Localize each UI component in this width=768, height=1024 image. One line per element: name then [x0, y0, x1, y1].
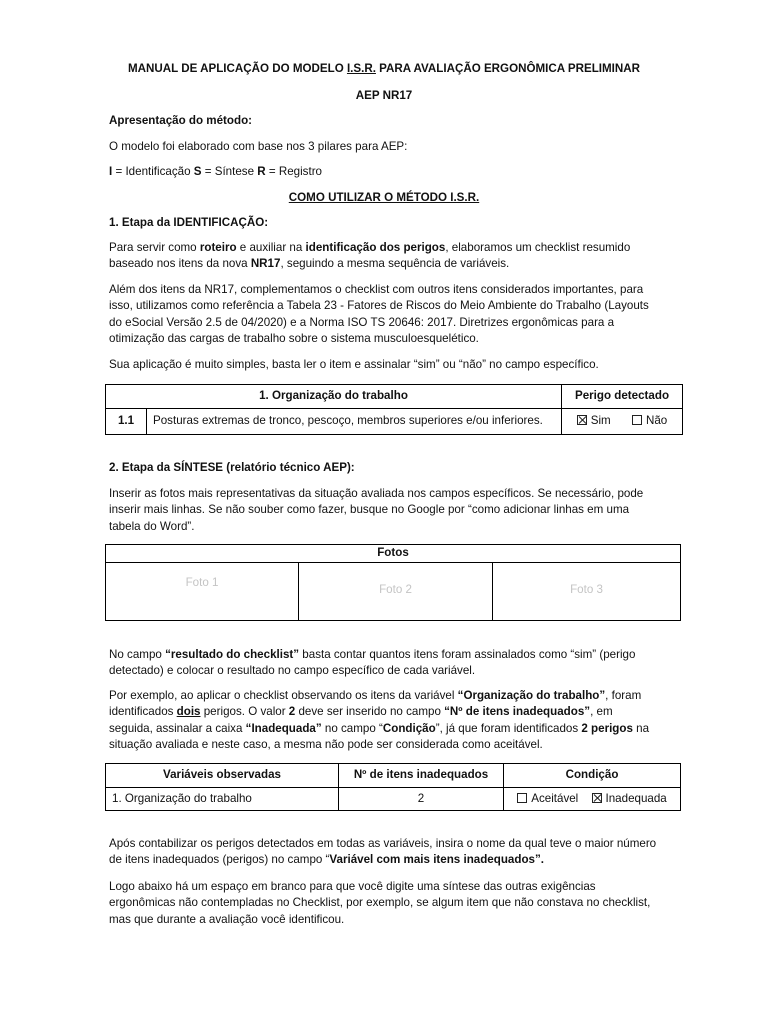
- presentation-heading: Apresentação do método:: [109, 114, 253, 127]
- photo-slot-2[interactable]: Foto 2: [299, 563, 493, 621]
- pillars-line: I = Identificação S = Síntese R = Registro: [109, 165, 323, 178]
- example-header-condition: Condição: [504, 764, 681, 788]
- checkbox-checked-icon[interactable]: [577, 415, 587, 425]
- example-variable: 1. Organização do trabalho: [106, 788, 339, 811]
- stage1-paragraph-3: Sua aplicação é muito simples, basta ler o item e assinalar “sim” ou “não” no campo específico.: [109, 358, 599, 371]
- stage2-heading: 2. Etapa da SÍNTESE (relatório técnico AEP):: [109, 461, 355, 474]
- checklist-table: [105, 384, 683, 435]
- checkbox-empty-icon[interactable]: [632, 415, 642, 425]
- stage1-paragraph-1: Para servir como roteiro e auxiliar na identificação dos perigos, elaboramos um checklist resumido baseado nos itens da nova NR17, seguindo a mesma sequência de variáveis.: [109, 241, 631, 271]
- stage2-paragraph-5: Logo abaixo há um espaço em branco para que você digite uma síntese das outras exigências ergonômicas não contempladas no Checklist, por exemplo, se algum item que não constava no checklist, mas que durante a avaliação você identificou.: [109, 880, 651, 926]
- stage2-paragraph-3: Por exemplo, ao aplicar o checklist observando os itens da variável “Organização do trabalho”, foram identificados dois perigos. O valor 2 deve ser inserido no campo “Nº de itens inadequados”, em seguida, assinalar a caixa “Inadequada” no campo “Condição”, já que foram identificados 2 perigos na situação avaliada e neste caso, a mesma não pode ser considerada como aceitável.: [109, 689, 650, 752]
- document-title: MANUAL DE APLICAÇÃO DO MODELO I.S.R. PARA AVALIAÇÃO ERGONÔMICA PRELIMINAR: [127, 62, 641, 75]
- photos-table: [105, 544, 681, 621]
- option-yes[interactable]: Sim: [577, 413, 611, 429]
- example-table: [105, 763, 681, 811]
- checklist-item-text: Posturas extremas de tronco, pescoço, membros superiores e/ou inferiores.: [147, 409, 562, 435]
- checklist-item-number: 1.1: [106, 409, 147, 435]
- photo-slot-3[interactable]: Foto 3: [493, 563, 681, 621]
- stage2-paragraph-2: No campo “resultado do checklist” basta contar quantos itens foram assinalados como “sim” (perigo detectado) e colocar o resultado no campo específico de cada variável.: [109, 648, 636, 678]
- option-no[interactable]: Não: [632, 413, 667, 429]
- checkbox-empty-icon[interactable]: [517, 793, 527, 803]
- checkbox-checked-icon[interactable]: [592, 793, 602, 803]
- document-subtitle: AEP NR17: [355, 89, 413, 102]
- stage2-paragraph-1: Inserir as fotos mais representativas da situação avaliada nos campos específicos. Se necessário, pode inserir mais linhas. Se não souber como fazer, busque no Google por “como adicionar linhas em uma tabela do Word”.: [109, 487, 644, 533]
- presentation-intro: O modelo foi elaborado com base nos 3 pilares para AEP:: [109, 140, 408, 153]
- photos-header: Fotos: [106, 545, 681, 563]
- stage1-heading: 1. Etapa da IDENTIFICAÇÃO:: [109, 216, 269, 229]
- stage2-paragraph-4: Após contabilizar os perigos detectados em todas as variáveis, insira o nome da qual teve o maior número de itens inadequados (perigos) no campo “Variável com mais itens inadequados”.: [109, 837, 657, 867]
- checklist-header-section: 1. Organização do trabalho: [106, 385, 562, 409]
- example-header-variables: Variáveis observadas: [106, 764, 339, 788]
- stage1-paragraph-2: Além dos itens da NR17, complementamos o checklist com outros itens considerados importantes, para isso, utilizamos como referência a Tabela 23 - Fatores de Riscos do Meio Ambiente do Trabalho (Layouts do eSocial Versão 2.5 de 04/2020) e a Norma ISO TS 20646: 2017. Diretrizes ergonômicas para a otimização das cargas de trabalho sobre o sistema musculoesquelético.: [109, 283, 649, 346]
- option-acceptable[interactable]: Aceitável: [517, 791, 578, 807]
- photo-slot-1[interactable]: Foto 1: [106, 563, 299, 621]
- option-inadequate[interactable]: Inadequada: [592, 791, 667, 807]
- checklist-item-options: [562, 409, 683, 435]
- example-header-count: Nº de itens inadequados: [339, 764, 504, 788]
- checklist-header-danger: Perigo detectado: [562, 385, 683, 409]
- how-to-heading: COMO UTILIZAR O MÉTODO I.S.R.: [288, 191, 480, 204]
- example-condition-options: [504, 788, 681, 811]
- example-count[interactable]: 2: [339, 788, 504, 811]
